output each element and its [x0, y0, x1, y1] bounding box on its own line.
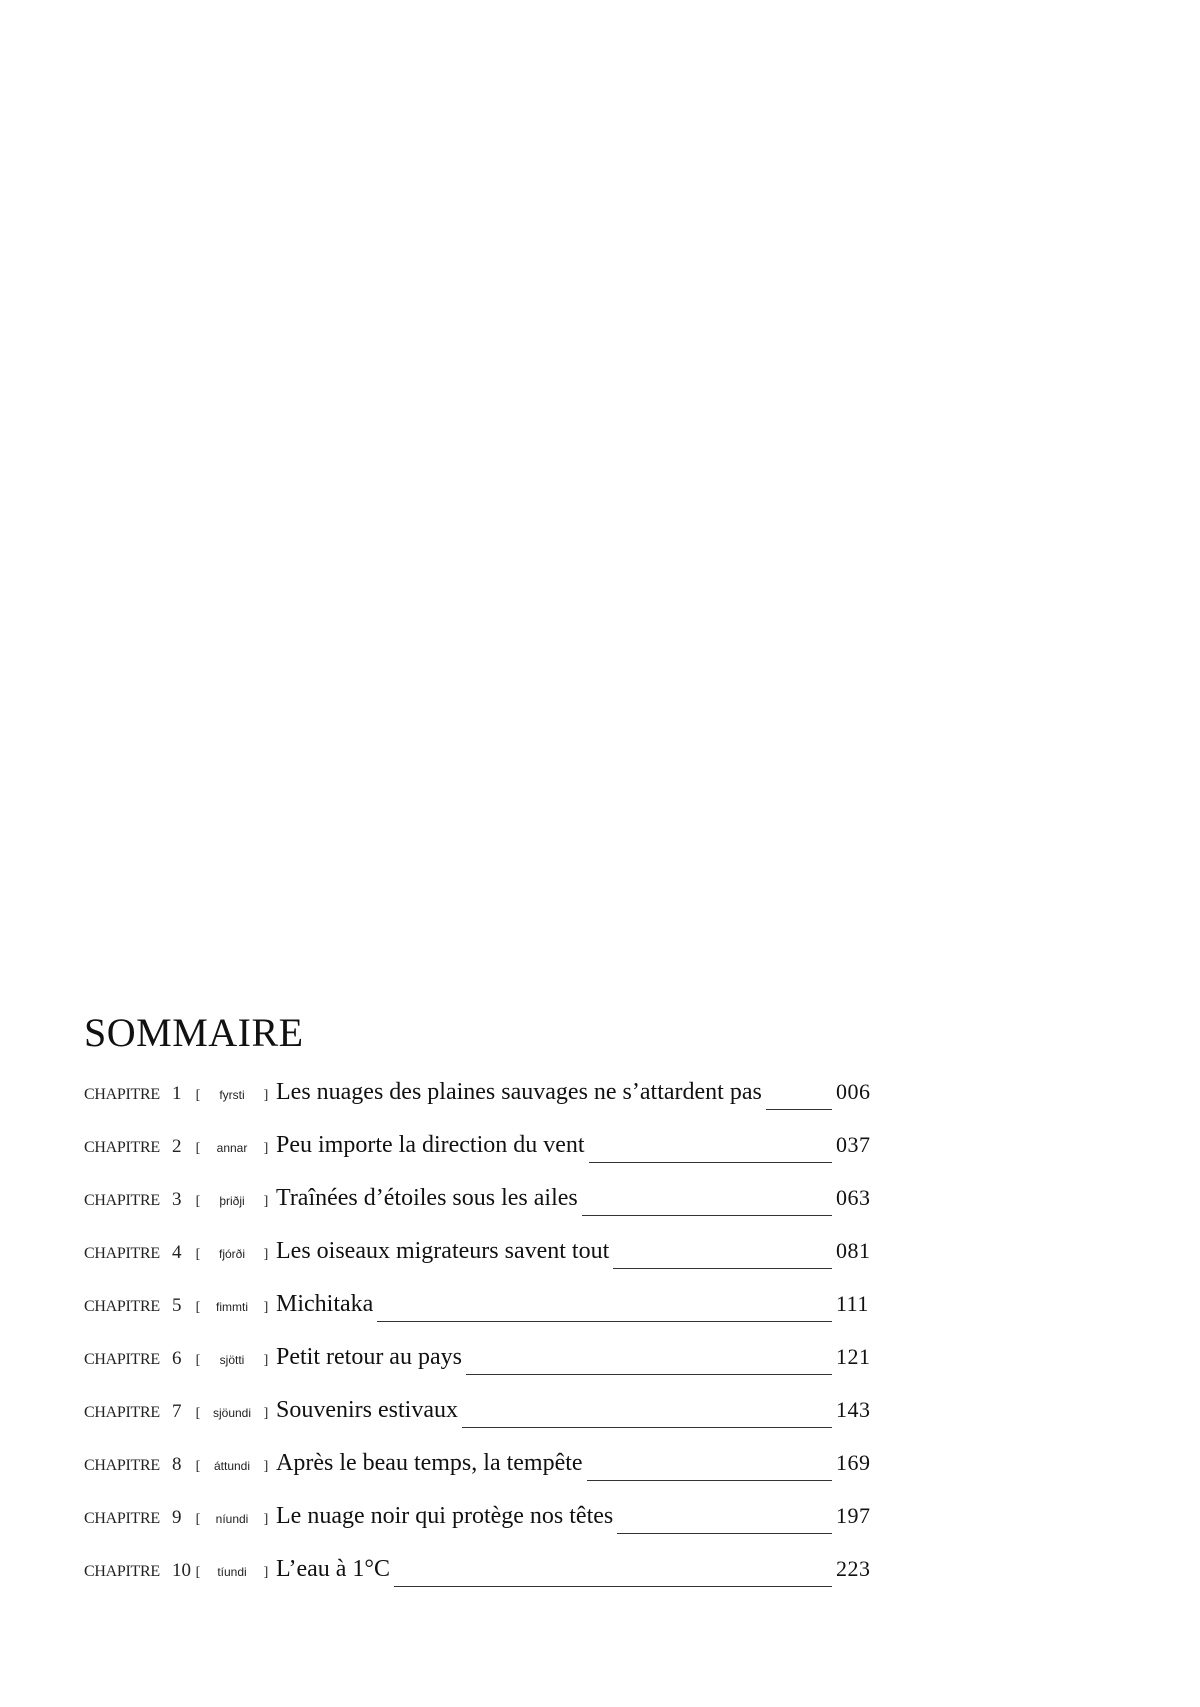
chapter-nordic-number: sjöundi — [212, 1406, 252, 1420]
bracket-close: ] — [263, 1512, 269, 1527]
chapter-label: CHAPITRE — [84, 1086, 160, 1103]
page-number: 081 — [836, 1238, 871, 1263]
toc-entry — [84, 1344, 884, 1397]
chapter-title: Les nuages des plaines sauvages ne s’attardent pas — [276, 1079, 762, 1105]
chapter-label: CHAPITRE — [84, 1563, 160, 1580]
dot-leader-line — [766, 1109, 832, 1110]
chapter-title: Le nuage noir qui protège nos têtes — [276, 1503, 614, 1529]
toc-entry — [84, 1397, 884, 1450]
bracket-close: ] — [263, 1406, 269, 1421]
toc-entry — [84, 1556, 884, 1609]
bracket-open: [ — [195, 1300, 201, 1315]
chapter-nordic-number: sjötti — [219, 1353, 245, 1367]
chapter-label: CHAPITRE — [84, 1245, 160, 1262]
toc-entry — [84, 1185, 884, 1238]
bracket-open: [ — [195, 1459, 201, 1474]
chapter-nordic-number: tíundi — [217, 1565, 247, 1579]
page-number: 063 — [836, 1185, 871, 1210]
chapter-nordic-number: þriðji — [219, 1194, 245, 1208]
page-number: 197 — [836, 1503, 871, 1528]
bracket-open: [ — [195, 1353, 201, 1368]
page-number: 121 — [836, 1344, 871, 1369]
chapter-number: 2 — [172, 1136, 182, 1157]
bracket-close: ] — [263, 1247, 269, 1262]
dot-leader-line — [617, 1533, 832, 1534]
bracket-open: [ — [195, 1194, 201, 1209]
table-of-contents — [84, 1005, 884, 1609]
bracket-open: [ — [195, 1141, 201, 1156]
bracket-open: [ — [195, 1247, 201, 1262]
page-number: 006 — [836, 1079, 871, 1104]
chapter-label: CHAPITRE — [84, 1510, 160, 1527]
chapter-title: Après le beau temps, la tempête — [276, 1450, 583, 1476]
bracket-close: ] — [263, 1088, 269, 1103]
bracket-open: [ — [195, 1512, 201, 1527]
bracket-close: ] — [263, 1300, 269, 1315]
bracket-close: ] — [263, 1565, 269, 1580]
bracket-close: ] — [263, 1194, 269, 1209]
dot-leader-line — [462, 1427, 832, 1428]
chapter-nordic-number: fimmti — [216, 1300, 248, 1314]
toc-title: SOMMAIRE — [84, 1010, 304, 1055]
chapter-title: Souvenirs estivaux — [276, 1397, 458, 1423]
chapter-nordic-number: annar — [216, 1141, 248, 1155]
chapter-nordic-number: fyrsti — [219, 1088, 245, 1102]
chapter-nordic-number: níundi — [215, 1512, 249, 1526]
bracket-close: ] — [263, 1353, 269, 1368]
chapter-title: Traînées d’étoiles sous les ailes — [276, 1185, 578, 1211]
toc-entry — [84, 1132, 884, 1185]
dot-leader-line — [613, 1268, 832, 1269]
chapter-number: 9 — [172, 1507, 182, 1528]
toc-entry — [84, 1079, 884, 1132]
dot-leader-line — [466, 1374, 832, 1375]
chapter-title: Michitaka — [276, 1291, 374, 1317]
bracket-close: ] — [263, 1141, 269, 1156]
chapter-label: CHAPITRE — [84, 1404, 160, 1421]
toc-entry — [84, 1238, 884, 1291]
toc-entry — [84, 1450, 884, 1503]
chapter-label: CHAPITRE — [84, 1298, 160, 1315]
bracket-open: [ — [195, 1088, 201, 1103]
chapter-nordic-number: áttundi — [213, 1459, 251, 1473]
chapter-number: 10 — [172, 1560, 191, 1581]
chapter-label: CHAPITRE — [84, 1192, 160, 1209]
page-number: 143 — [836, 1397, 871, 1422]
chapter-number: 8 — [172, 1454, 182, 1475]
chapter-label: CHAPITRE — [84, 1457, 160, 1474]
page-number: 223 — [836, 1556, 871, 1581]
bracket-open: [ — [195, 1406, 201, 1421]
chapter-nordic-number: fjórði — [218, 1247, 245, 1261]
page-number: 111 — [836, 1291, 869, 1316]
page-number: 037 — [836, 1132, 871, 1157]
dot-leader-line — [394, 1586, 832, 1587]
chapter-label: CHAPITRE — [84, 1351, 160, 1368]
page-number: 169 — [836, 1450, 871, 1475]
toc-entry — [84, 1503, 884, 1556]
bracket-open: [ — [195, 1565, 201, 1580]
chapter-title: Petit retour au pays — [276, 1344, 462, 1370]
chapter-title: Les oiseaux migrateurs savent tout — [276, 1238, 610, 1264]
chapter-label: CHAPITRE — [84, 1139, 160, 1156]
chapter-number: 4 — [172, 1242, 182, 1263]
chapter-number: 5 — [172, 1295, 182, 1316]
toc-list — [84, 1079, 884, 1609]
chapter-title: L’eau à 1°C — [276, 1556, 391, 1582]
dot-leader-line — [589, 1162, 832, 1163]
chapter-title: Peu importe la direction du vent — [276, 1132, 585, 1158]
chapter-number: 6 — [172, 1348, 182, 1369]
chapter-number: 3 — [172, 1189, 182, 1210]
dot-leader-line — [582, 1215, 832, 1216]
dot-leader-line — [377, 1321, 832, 1322]
chapter-number: 1 — [172, 1083, 182, 1104]
toc-entry — [84, 1291, 884, 1344]
dot-leader-line — [587, 1480, 832, 1481]
chapter-number: 7 — [172, 1401, 182, 1422]
bracket-close: ] — [263, 1459, 269, 1474]
